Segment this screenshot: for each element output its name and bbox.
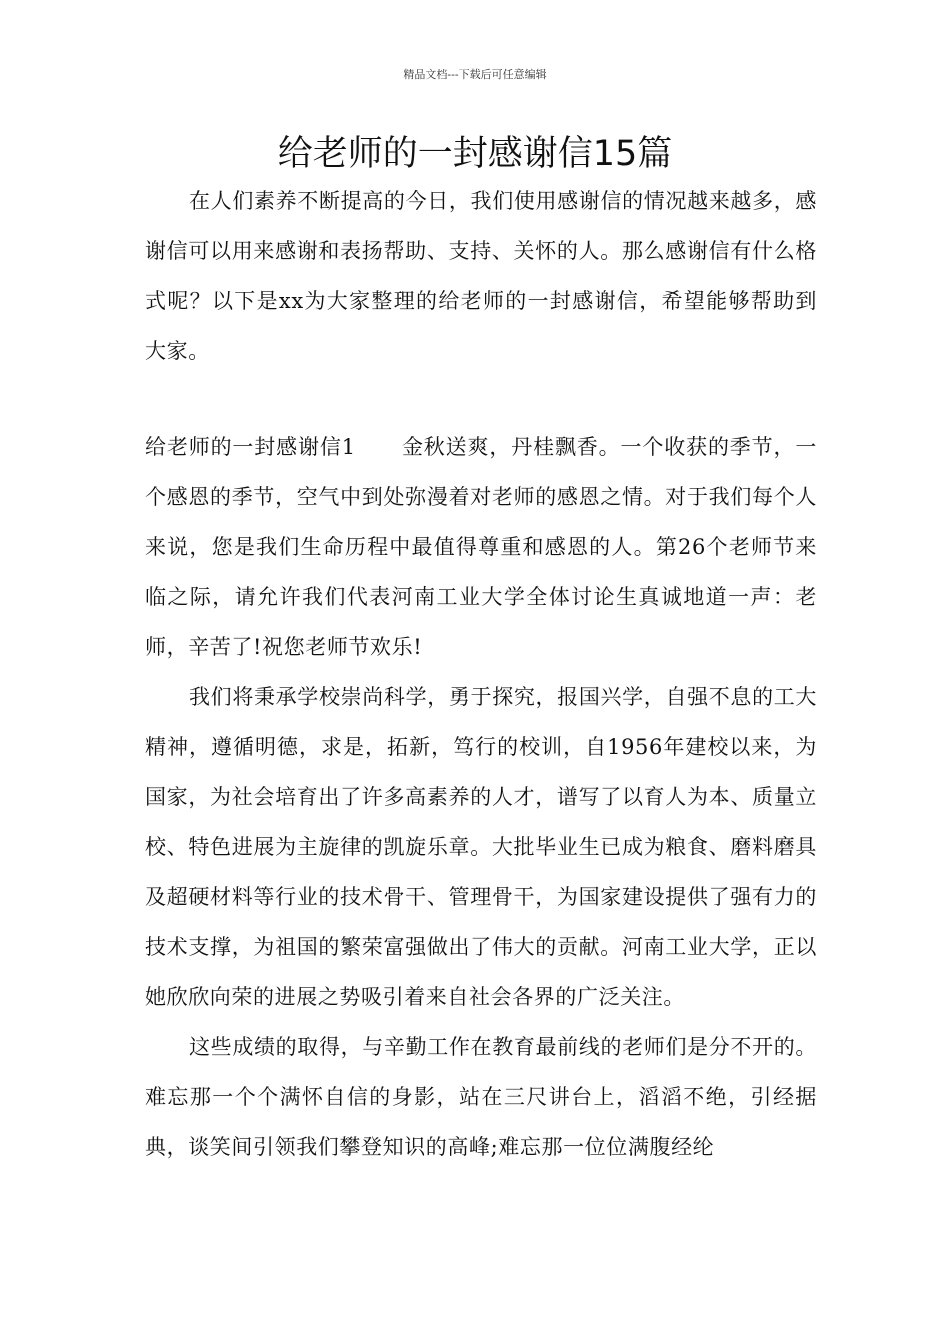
section-heading: 给老师的一封感谢信1 — [145, 435, 356, 459]
intro-section — [145, 176, 817, 376]
header-note: 精品文档---下载后可任意编辑 — [403, 68, 547, 81]
intro-paragraph: 在人们素养不断提高的今日，我们使用感谢信的情况越来越多，感谢信可以用来感谢和表扬帮助、支持、关怀的人。那么感谢信有什么格式呢？以下是xx为大家整理的给老师的一封感谢信，希望能够帮助到大家。 — [145, 189, 817, 363]
letter-1-paragraph-3: 这些成绩的取得，与辛勤工作在教育最前线的老师们是分不开的。难忘那一个个满怀自信的身影，站在三尺讲台上，滔滔不绝，引经据典，谈笑间引领我们攀登知识的高峰;难忘那一位位满腹经纶 — [145, 1035, 817, 1159]
letter-1-paragraph-2: 我们将秉承学校崇尚科学，勇于探究，报国兴学，自强不息的工大精神，遵循明德，求是，拓新，笃行的校训，自1956年建校以来，为国家，为社会培育出了许多高素养的人才，谱写了以育人为本、质量立校、特色进展为主旋律的凯旋乐章。大批毕业生已成为粮食、磨料磨具及超硬材料等行业的技术骨干、管理骨干，为国家建设提供了强有力的技术支撑，为祖国的繁荣富强做出了伟大的贡献。河南工业大学，正以她欣欣向荣的进展之势吸引着来自社会各界的广泛关注。 — [145, 685, 817, 1009]
letter-1-paragraph-1: 金秋送爽，丹桂飘香。一个收获的季节，一个感恩的季节，空气中到处弥漫着对老师的感恩之情。对于我们每个人来说，您是我们生命历程中最值得尊重和感恩的人。第26个老师节来临之际，请允许我们代表河南工业大学全体讨论生真诚地道一声：老师，辛苦了!祝您老师节欢乐! — [145, 435, 817, 659]
letter-1-first-paragraph — [145, 422, 817, 672]
document-title: 给老师的一封感谢信15篇 — [277, 134, 673, 174]
letter-section-1 — [145, 422, 817, 1172]
